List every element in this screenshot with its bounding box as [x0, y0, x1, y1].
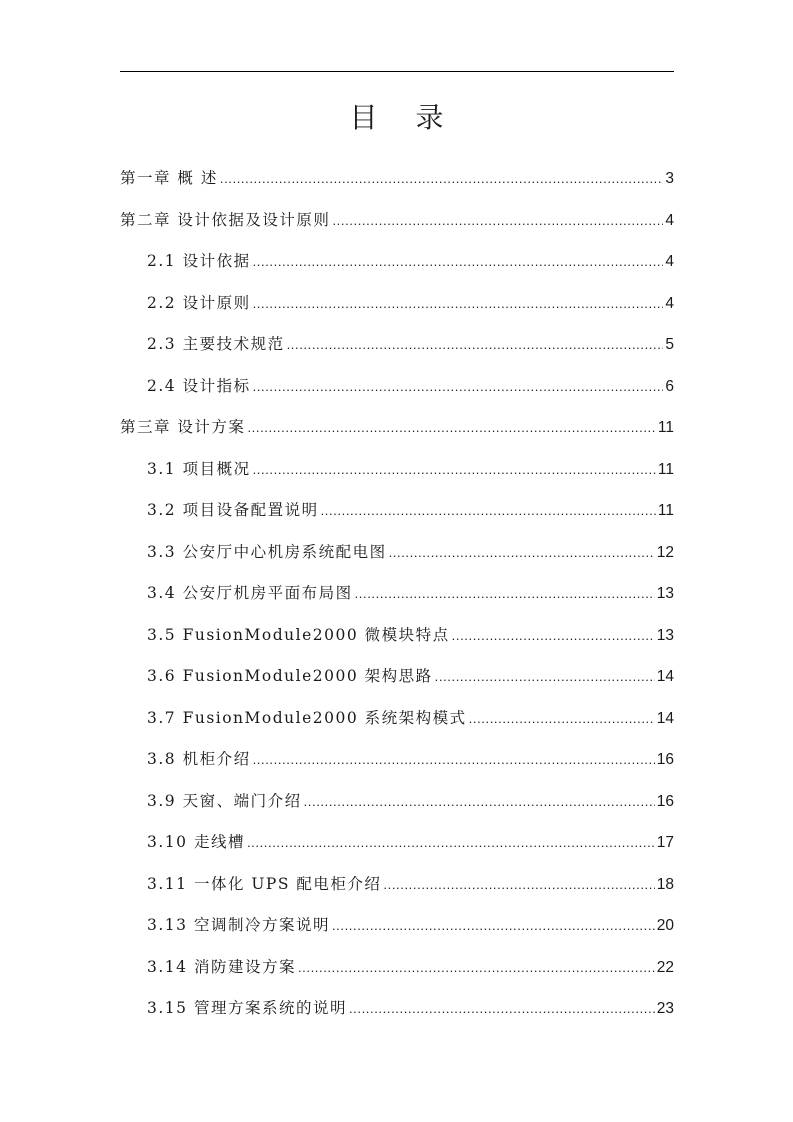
- toc-leader-dots: [220, 171, 664, 186]
- toc-entry-label: 第二章 设计依据及设计原则: [120, 210, 331, 229]
- toc-leader-dots: [389, 545, 655, 560]
- toc-entry[interactable]: [147, 955, 674, 977]
- toc-entry-label: 3.10 走线槽: [147, 833, 245, 851]
- toc-leader-dots: [253, 254, 664, 269]
- toc-entry-label: 3.4 公安厅机房平面布局图: [147, 584, 353, 602]
- toc-entry-label: 2.4 设计指标: [147, 376, 251, 395]
- toc-entry-label: 3.8 机柜介绍: [147, 750, 251, 768]
- toc-entry[interactable]: [147, 747, 674, 769]
- toc-entry-label: 3.1 项目概况: [147, 459, 251, 478]
- toc-entry-label: 3.11 一体化 UPS 配电柜介绍: [147, 874, 382, 893]
- toc-leader-dots: [287, 337, 664, 352]
- toc-entry-page: 11: [657, 460, 674, 478]
- toc-entry-page: 13: [656, 626, 674, 644]
- toc-entry[interactable]: [147, 540, 674, 562]
- toc-entry-page: 18: [656, 875, 674, 893]
- toc-leader-dots: [253, 379, 664, 394]
- toc-entry-label: 2.2 设计原则: [147, 293, 251, 312]
- toc-entry[interactable]: [147, 789, 674, 811]
- toc-leader-dots: [298, 960, 655, 975]
- toc-leader-dots: [321, 503, 656, 518]
- toc-entry-label: 第三章 设计方案: [120, 418, 246, 436]
- toc-entry[interactable]: [147, 332, 674, 354]
- toc-entry[interactable]: [147, 581, 674, 603]
- toc-entry[interactable]: [147, 830, 674, 852]
- toc-entry-page: 20: [656, 917, 674, 934]
- toc-leader-dots: [349, 1001, 655, 1016]
- toc-entry-label: 3.9 天窗、端门介绍: [147, 791, 302, 810]
- toc-entry-page: 16: [656, 792, 674, 810]
- toc-entry[interactable]: [147, 664, 674, 686]
- toc-leader-dots: [383, 877, 654, 892]
- toc-leader-dots: [247, 835, 655, 850]
- toc-leader-dots: [247, 420, 655, 435]
- toc-entry-page: 4: [665, 211, 674, 229]
- toc-entry[interactable]: [147, 913, 674, 935]
- toc-entry-label: 2.1 设计依据: [147, 252, 251, 270]
- toc-entry-label: 3.2 项目设备配置说明: [147, 501, 319, 519]
- toc-leader-dots: [435, 669, 655, 684]
- toc-entry-label: 第一章 概 述: [120, 169, 218, 187]
- toc-entry[interactable]: [147, 498, 674, 520]
- toc-entry[interactable]: [147, 706, 674, 728]
- toc-entry-label: 3.13 空调制冷方案说明: [147, 916, 330, 934]
- toc-entry[interactable]: [147, 996, 674, 1018]
- toc-entry-label: 3.15 管理方案系统的说明: [147, 999, 347, 1017]
- toc-leader-dots: [452, 628, 655, 643]
- page-title: [0, 96, 793, 136]
- toc-entry-page: 14: [656, 668, 674, 685]
- toc-entry-label: 3.7 FusionModule2000 系统架构模式: [147, 708, 467, 727]
- toc-entry[interactable]: [147, 291, 674, 313]
- toc-entry-label: 3.14 消防建设方案: [147, 957, 296, 976]
- toc-entry-page: 4: [665, 253, 674, 270]
- toc-entry[interactable]: [120, 208, 674, 230]
- toc-entry-label: 3.3 公安厅中心机房系统配电图: [147, 542, 387, 561]
- toc-leader-dots: [253, 296, 664, 311]
- toc-leader-dots: [355, 586, 655, 601]
- toc-entry-page: 5: [665, 336, 674, 353]
- toc-entry[interactable]: [120, 166, 674, 188]
- toc-entry-page: 11: [657, 502, 674, 519]
- toc-leader-dots: [253, 462, 656, 477]
- toc-entry[interactable]: [147, 872, 674, 894]
- toc-leader-dots: [332, 213, 663, 228]
- toc-entry-page: 6: [665, 377, 674, 395]
- toc-entry-page: 3: [665, 170, 674, 187]
- toc-entry[interactable]: [147, 249, 674, 271]
- toc-entry-page: 14: [656, 709, 674, 727]
- toc-entry-page: 11: [657, 419, 674, 436]
- toc-entry-label: 3.6 FusionModule2000 架构思路: [147, 667, 433, 685]
- toc-leader-dots: [304, 794, 655, 809]
- toc-entry[interactable]: [147, 623, 674, 645]
- title-char-1: 目: [349, 101, 378, 134]
- toc-entry-page: 17: [656, 834, 674, 851]
- toc-entry-page: 13: [656, 585, 674, 602]
- toc-entry-label: 2.3 主要技术规范: [147, 335, 285, 353]
- title-char-2: 录: [415, 101, 444, 134]
- toc-entry-page: 12: [656, 543, 674, 561]
- toc-entry[interactable]: [147, 457, 674, 479]
- toc-leader-dots: [253, 752, 655, 767]
- toc-leader-dots: [332, 918, 655, 933]
- toc-entry-page: 4: [665, 294, 674, 312]
- toc-entry-page: 16: [656, 751, 674, 768]
- toc-entry-page: 22: [656, 958, 674, 976]
- toc-leader-dots: [469, 711, 655, 726]
- toc-entry-label: 3.5 FusionModule2000 微模块特点: [147, 625, 450, 644]
- header-rule: [120, 71, 674, 72]
- toc-entry-page: 23: [656, 1000, 674, 1017]
- toc-entry[interactable]: [147, 374, 674, 396]
- toc-entry[interactable]: [120, 415, 674, 437]
